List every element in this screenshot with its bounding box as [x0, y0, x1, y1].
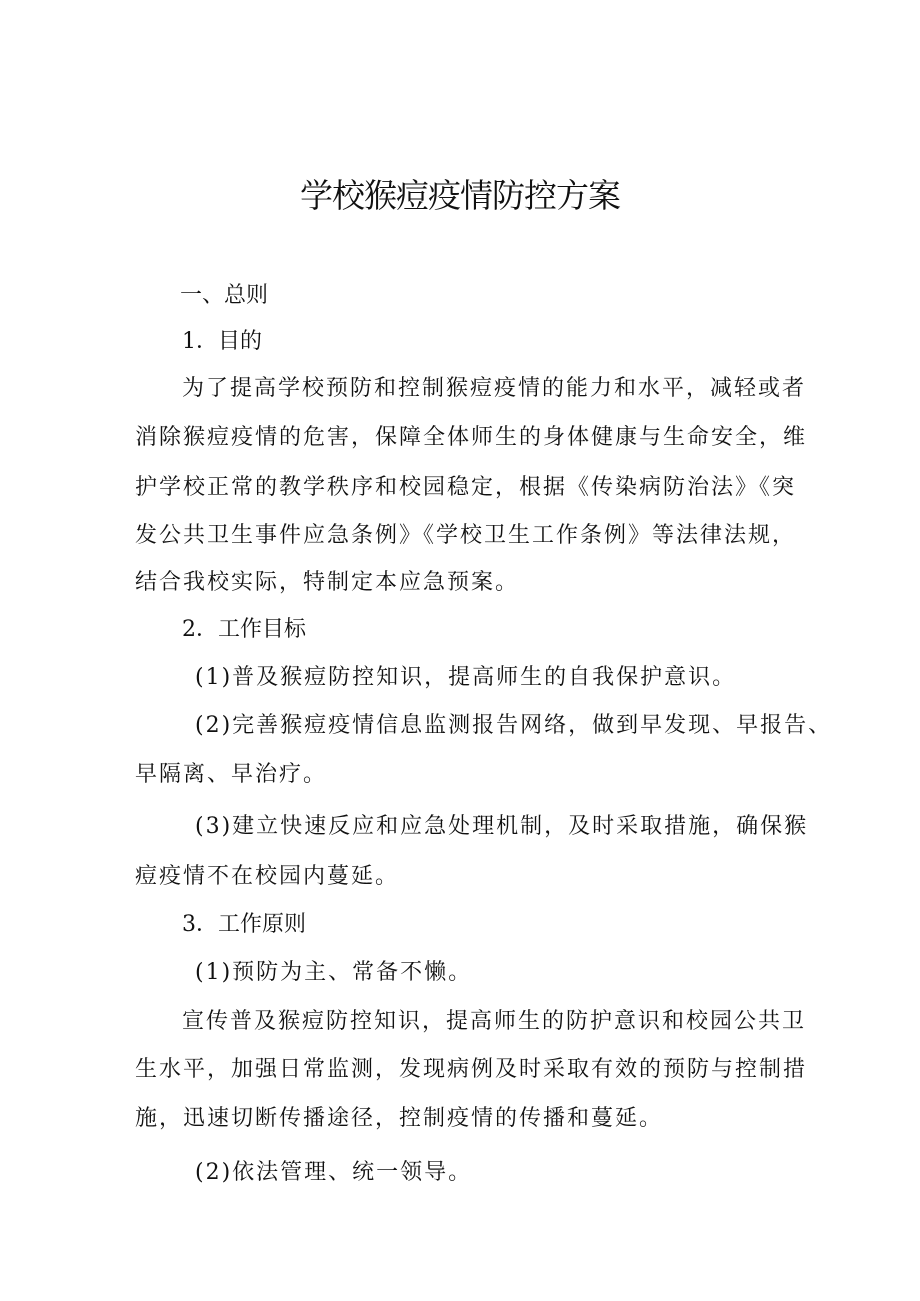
purpose-line: 发公共卫生事件应急条例》《学校卫生工作条例》等法律法规，: [135, 523, 797, 548]
purpose-line: 消除猴痘疫情的危害，保障全体师生的身体健康与生命安全，维: [135, 425, 808, 450]
principle-desc-line: 施，迅速切断传播途径，控制疫情的传播和蔓延。: [135, 1106, 664, 1131]
principle-item: (2)依法管理、统一领导。: [195, 1160, 473, 1185]
purpose-line: 结合我校实际，特制定本应急预案。: [135, 570, 520, 595]
principle-desc-line: 宣传普及猴痘防控知识，提高师生的防护意识和校园公共卫: [182, 1009, 807, 1034]
item-heading-principles: 3．工作原则: [182, 912, 306, 937]
section-heading-general: 一、总则: [180, 283, 269, 308]
item-heading-purpose: 1．目的: [182, 329, 262, 354]
goal-item: (1)普及猴痘防控知识，提高师生的自我保护意识。: [195, 665, 737, 690]
item-heading-goals: 2．工作目标: [182, 617, 306, 642]
principle-desc-line: 生水平，加强日常监测，发现病例及时采取有效的预防与控制措: [135, 1057, 808, 1082]
goal-item: (3)建立快速反应和应急处理机制，及时采取措施，确保猴: [195, 814, 809, 839]
goal-item-continuation: 早隔离、早治疗。: [135, 762, 328, 787]
goal-item: (2)完善猴痘疫情信息监测报告网络，做到早发现、早报告、: [195, 713, 833, 738]
purpose-line: 为了提高学校预防和控制猴痘疫情的能力和水平，减轻或者: [182, 376, 807, 401]
purpose-line: 护学校正常的教学秩序和校园稳定，根据《传染病防治法》《突: [135, 475, 797, 500]
principle-item: (1)预防为主、常备不懒。: [195, 960, 473, 985]
document-title: 学校猴痘疫情防控方案: [300, 176, 620, 215]
goal-item-continuation: 痘疫情不在校园内蔓延。: [135, 864, 400, 889]
